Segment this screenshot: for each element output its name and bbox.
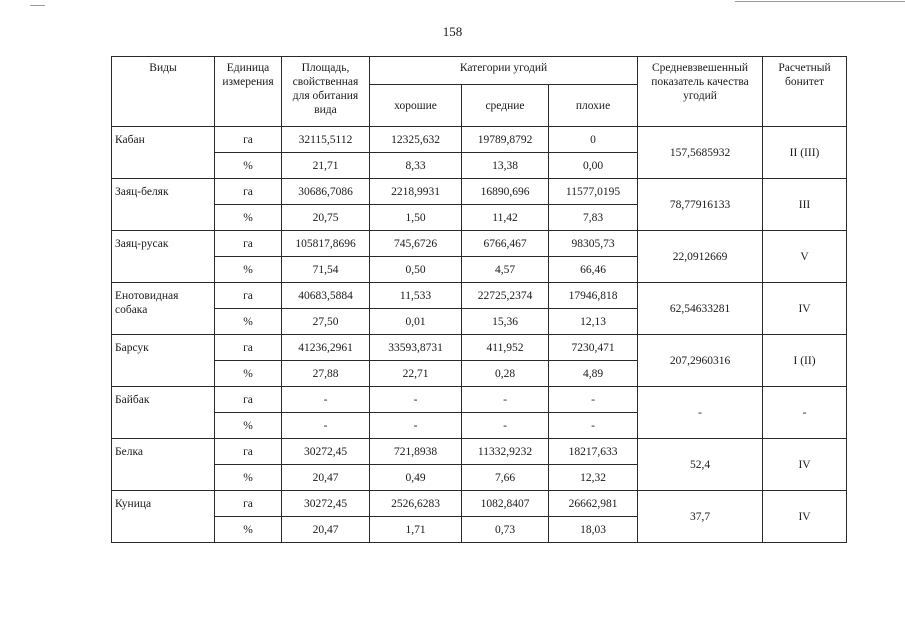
bonitet-value: - [763,387,847,439]
hunting-grounds-table [111,56,847,543]
cell-medium-ha: 11332,9232 [462,439,549,465]
cell-poor-pct: 4,89 [549,361,638,387]
cell-poor-pct: 12,32 [549,465,638,491]
header-medium: средние [462,85,549,127]
table-row [112,283,847,309]
bonitet-value: IV [763,283,847,335]
cell-area-ha: 32115,5112 [282,127,370,153]
table-row [112,231,847,257]
cell-medium-ha: 1082,8407 [462,491,549,517]
cell-unit-ha: га [215,491,282,517]
table-header [112,57,847,127]
cell-medium-pct: 15,36 [462,309,549,335]
cell-medium-pct: 13,38 [462,153,549,179]
cell-poor-pct: 0,00 [549,153,638,179]
cell-poor-pct: - [549,413,638,439]
header-good: хорошие [370,85,462,127]
cell-poor-pct: 7,83 [549,205,638,231]
cell-medium-pct: - [462,413,549,439]
header-poor: плохие [549,85,638,127]
cell-unit-ha: га [215,127,282,153]
weighted-quality-value: 37,7 [638,491,763,543]
cell-medium-pct: 0,73 [462,517,549,543]
cell-good-pct: - [370,413,462,439]
cell-medium-ha: 16890,696 [462,179,549,205]
cell-area-pct: 27,50 [282,309,370,335]
species-name: Заяц-русак [112,231,215,283]
weighted-quality-value: - [638,387,763,439]
bonitet-value: III [763,179,847,231]
header-weighted-quality: Средневзвешенный показатель качества угодий [638,57,763,127]
weighted-quality-value: 207,2960316 [638,335,763,387]
cell-medium-pct: 0,28 [462,361,549,387]
cell-good-pct: 8,33 [370,153,462,179]
bonitet-value: V [763,231,847,283]
table-row [112,335,847,361]
cell-area-pct: - [282,413,370,439]
species-name: Барсук [112,335,215,387]
cell-medium-ha: - [462,387,549,413]
cell-good-ha: 2218,9931 [370,179,462,205]
cell-medium-ha: 19789,8792 [462,127,549,153]
species-name: Заяц-беляк [112,179,215,231]
cell-area-pct: 20,47 [282,517,370,543]
cell-poor-ha: 0 [549,127,638,153]
cell-poor-pct: 66,46 [549,257,638,283]
scan-artifact-line [735,1,905,2]
species-name: Енотовидная собака [112,283,215,335]
cell-poor-ha: 18217,633 [549,439,638,465]
cell-unit-pct: % [215,153,282,179]
cell-unit-pct: % [215,257,282,283]
cell-poor-ha: 17946,818 [549,283,638,309]
cell-good-ha: 745,6726 [370,231,462,257]
bonitet-value: I (II) [763,335,847,387]
cell-unit-pct: % [215,205,282,231]
cell-good-ha: 721,8938 [370,439,462,465]
table-row [112,127,847,153]
cell-unit-pct: % [215,413,282,439]
cell-area-pct: 27,88 [282,361,370,387]
species-name: Куница [112,491,215,543]
cell-unit-pct: % [215,517,282,543]
weighted-quality-value: 22,0912669 [638,231,763,283]
cell-poor-pct: 18,03 [549,517,638,543]
cell-poor-ha: - [549,387,638,413]
cell-medium-pct: 4,57 [462,257,549,283]
cell-medium-ha: 22725,2374 [462,283,549,309]
cell-area-ha: 30686,7086 [282,179,370,205]
cell-poor-ha: 7230,471 [549,335,638,361]
table-row [112,491,847,517]
cell-area-pct: 20,47 [282,465,370,491]
cell-unit-ha: га [215,387,282,413]
cell-area-pct: 71,54 [282,257,370,283]
table-row [112,439,847,465]
cell-unit-pct: % [215,361,282,387]
cell-area-ha: - [282,387,370,413]
cell-area-ha: 30272,45 [282,491,370,517]
cell-unit-ha: га [215,283,282,309]
cell-poor-ha: 98305,73 [549,231,638,257]
cell-unit-ha: га [215,179,282,205]
header-categories: Категории угодий [370,57,638,85]
weighted-quality-value: 157,5685932 [638,127,763,179]
cell-poor-pct: 12,13 [549,309,638,335]
cell-area-ha: 40683,5884 [282,283,370,309]
header-species: Виды [112,57,215,127]
cell-good-pct: 0,50 [370,257,462,283]
header-area: Площадь, свойственная для обитания вида [282,57,370,127]
cell-area-ha: 41236,2961 [282,335,370,361]
table-row [112,387,847,413]
cell-unit-pct: % [215,309,282,335]
cell-area-ha: 30272,45 [282,439,370,465]
cell-area-ha: 105817,8696 [282,231,370,257]
cell-poor-ha: 11577,0195 [549,179,638,205]
bonitet-value: IV [763,491,847,543]
cell-unit-ha: га [215,439,282,465]
cell-unit-ha: га [215,335,282,361]
cell-good-ha: 12325,632 [370,127,462,153]
cell-medium-ha: 6766,467 [462,231,549,257]
cell-good-pct: 0,01 [370,309,462,335]
cell-area-pct: 20,75 [282,205,370,231]
weighted-quality-value: 62,54633281 [638,283,763,335]
bonitet-value: IV [763,439,847,491]
scan-artifact-line [30,5,45,6]
cell-good-ha: 2526,6283 [370,491,462,517]
weighted-quality-value: 78,77916133 [638,179,763,231]
cell-good-pct: 1,50 [370,205,462,231]
species-name: Байбак [112,387,215,439]
page-number: 158 [442,24,463,39]
bonitet-value: II (III) [763,127,847,179]
cell-medium-pct: 7,66 [462,465,549,491]
cell-unit-ha: га [215,231,282,257]
cell-medium-pct: 11,42 [462,205,549,231]
cell-medium-ha: 411,952 [462,335,549,361]
species-name: Белка [112,439,215,491]
header-unit: Единица измерения [215,57,282,127]
header-bonitet: Расчетный бонитет [763,57,847,127]
cell-good-pct: 0,49 [370,465,462,491]
cell-good-pct: 22,71 [370,361,462,387]
cell-area-pct: 21,71 [282,153,370,179]
cell-poor-ha: 26662,981 [549,491,638,517]
cell-good-ha: - [370,387,462,413]
table-row [112,179,847,205]
cell-good-pct: 1,71 [370,517,462,543]
cell-unit-pct: % [215,465,282,491]
cell-good-ha: 11,533 [370,283,462,309]
weighted-quality-value: 52,4 [638,439,763,491]
cell-good-ha: 33593,8731 [370,335,462,361]
table-body [112,127,847,543]
species-name: Кабан [112,127,215,179]
